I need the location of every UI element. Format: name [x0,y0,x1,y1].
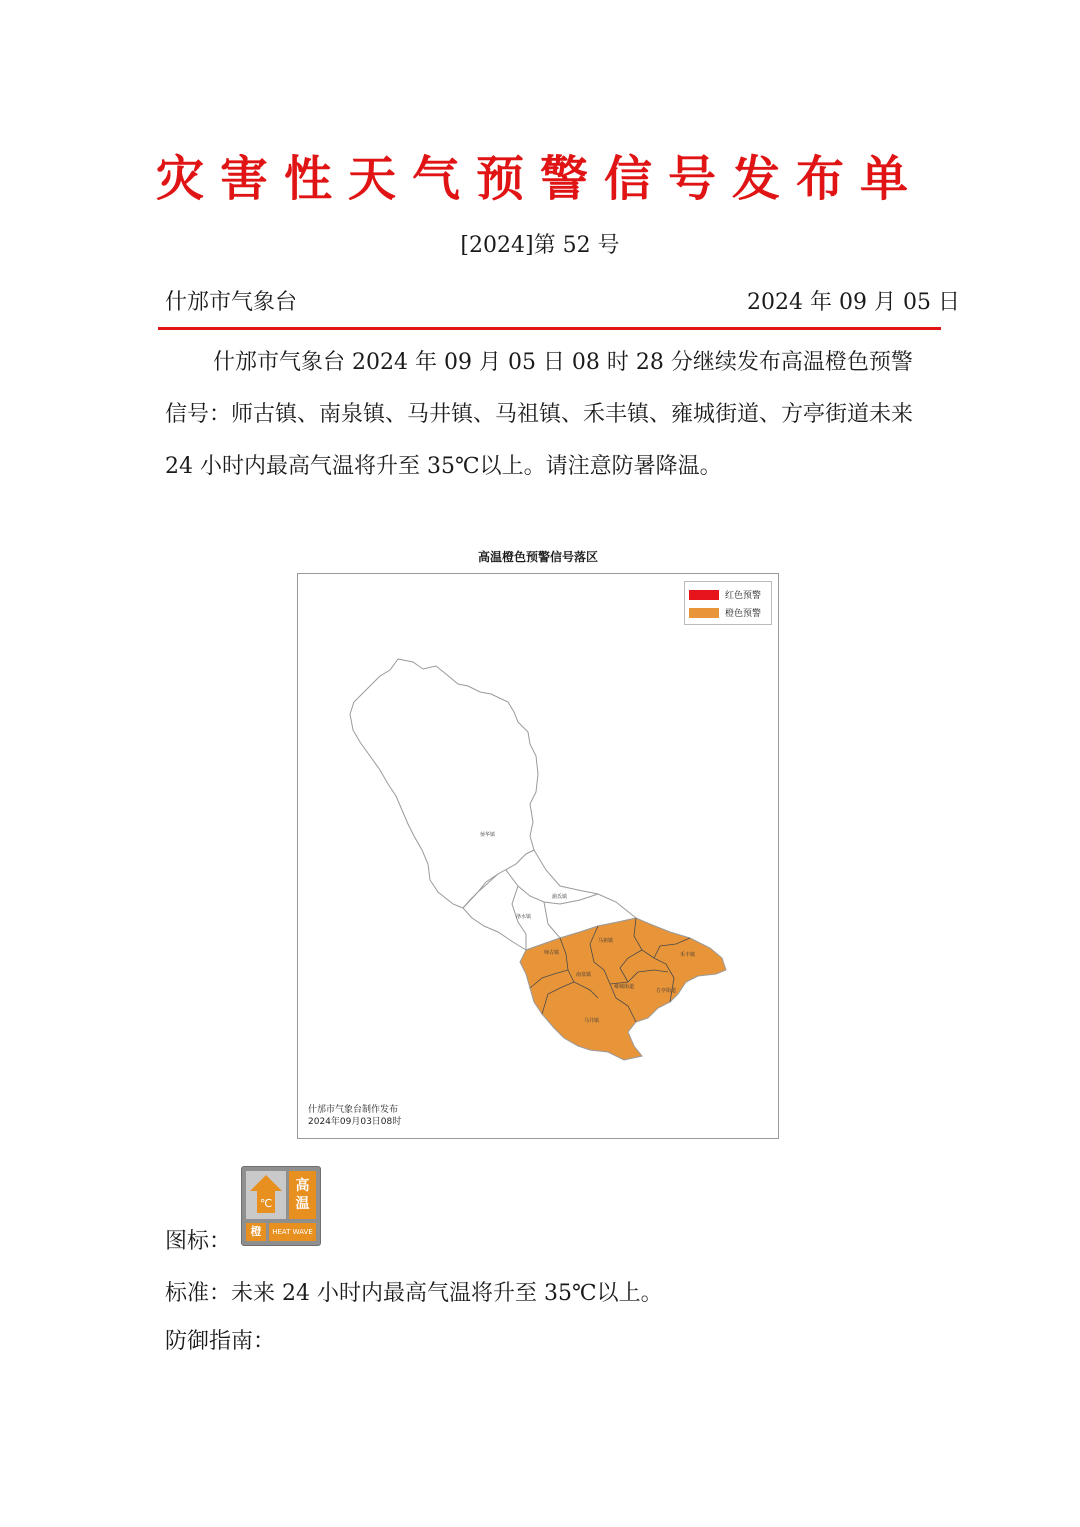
issuer-name: 什邡市气象台 [165,290,298,315]
label-o5: 雍城街道 [614,984,635,990]
label-mid1: 湔氐镇 [552,894,568,900]
warning-paragraph: 什邡市气象台 2024 年 09 月 05 日 08 时 28 分继续发布高温橙色预警信号：师古镇、南泉镇、马井镇、马祖镇、禾丰镇、雍城街道、方亭街道未来 24 小时内最高气温将升至 35℃以上。请注意防暑降温。 [165,350,914,479]
map-footer [308,1104,401,1128]
label-o3: 禾丰镇 [680,952,696,958]
heat-wave-orange-icon [241,1166,321,1246]
label-o6: 方亭街道 [656,988,677,994]
legend-red [689,588,761,601]
document-number: [2024]第 52 号 [460,233,620,258]
issue-date: 2024 年 09 月 05 日 [747,290,960,315]
map-title: 高温橙色预警信号落区 [477,550,598,564]
icon-english-text: HEAT WAVE [269,1223,316,1241]
legend-red-label: 红色预警 [725,591,762,601]
document-title: 灾害性天气预警信号发布单 [155,151,924,207]
label-mid2: 洛水镇 [516,914,532,920]
header-rule [158,327,941,330]
defense-guide-heading: 防御指南： [165,1329,276,1354]
legend-swatch-orange [689,608,719,618]
label-o1: 师古镇 [544,950,560,956]
label-o2: 马祖镇 [598,938,614,944]
icon-level-text: 橙 [246,1223,266,1241]
map-legend [684,581,772,625]
legend-orange [689,606,761,619]
label-o4: 南泉镇 [576,972,592,978]
icon-text-top: 高 温 [289,1171,316,1219]
map-footer-line1: 什邡市气象台制作发布 [308,1105,399,1115]
legend-orange-label: 橙色预警 [725,609,762,619]
label-north: 蓥华镇 [480,832,496,838]
celsius-symbol: ℃ [259,1197,273,1210]
warning-map [297,573,779,1139]
standard-text: 标准：未来 24 小时内最高气温将升至 35℃以上。 [165,1281,663,1306]
map-svg [298,574,778,1138]
icon-label: 图标： [165,1229,232,1254]
label-o7: 马井镇 [584,1018,600,1024]
thermometer-house-icon [246,1171,286,1219]
map-footer-line2: 2024年09月03日08时 [308,1117,402,1127]
legend-swatch-red [689,590,719,600]
